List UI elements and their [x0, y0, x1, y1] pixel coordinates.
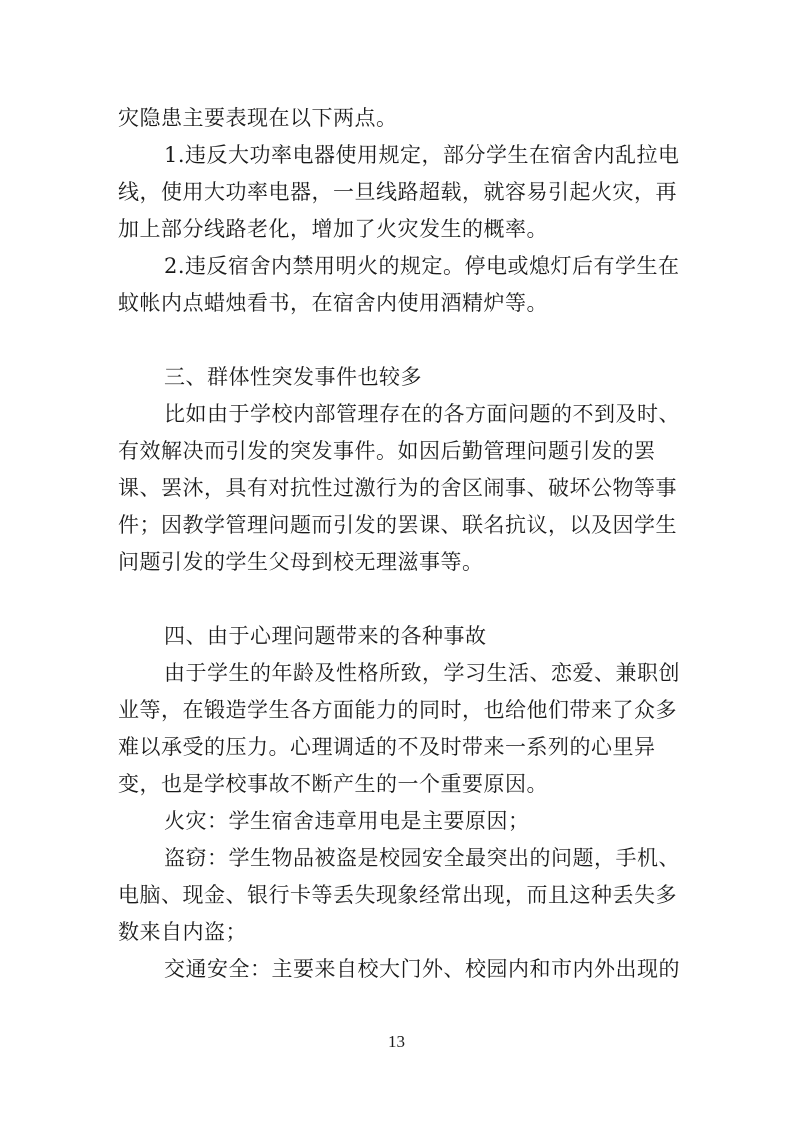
page-number: 13 — [388, 1032, 405, 1051]
paragraph-gap — [118, 322, 678, 359]
paragraph-line: 难以承受的压力。心理调适的不及时带来一系列的心里异 — [118, 735, 656, 759]
section-heading-3: 三、群体性突发事件也较多 — [164, 365, 422, 389]
list-item-2: 2.违反宿舍内禁用明火的规定。停电或熄灯后有学生在 — [164, 254, 680, 278]
fire-item: 火灾：学生宿舍违章用电是主要原因； — [164, 809, 530, 833]
paragraph-line: 比如由于学校内部管理存在的各方面问题的不到及时、 — [164, 402, 680, 426]
paragraph-line: 问题引发的学生父母到校无理滋事等。 — [118, 550, 484, 574]
paragraph-line: 课、罢沐，具有对抗性过激行为的舍区闹事、破坏公物等事 — [118, 476, 677, 500]
paragraph-gap — [118, 581, 678, 618]
paragraph-line: 有效解决而引发的突发事件。如因后勤管理问题引发的罢 — [118, 439, 656, 463]
paragraph-line: 线，使用大功率电器，一旦线路超载，就容易引起火灾，再 — [118, 180, 677, 204]
traffic-item: 交通安全：主要来自校大门外、校园内和市内外出现的 — [164, 957, 680, 981]
list-item-1: 1.违反大功率电器使用规定，部分学生在宿舍内乱拉电 — [164, 143, 680, 167]
paragraph-line: 灾隐患主要表现在以下两点。 — [118, 106, 398, 130]
paragraph-line: 变，也是学校事故不断产生的一个重要原因。 — [118, 772, 548, 796]
paragraph-line: 业等，在锻造学生各方面能力的同时，也给他们带来了众多 — [118, 698, 677, 722]
paragraph-line: 件；因教学管理问题而引发的罢课、联名抗议，以及因学生 — [118, 513, 677, 537]
paragraph-line: 数来自内盗； — [118, 920, 247, 944]
paragraph-line: 电脑、现金、银行卡等丢失现象经常出现，而且这种丢失多 — [118, 883, 677, 907]
body-text — [118, 100, 678, 988]
section-heading-4: 四、由于心理问题带来的各种事故 — [164, 624, 487, 648]
theft-item: 盗窃：学生物品被盗是校园安全最突出的问题，手机、 — [164, 846, 680, 870]
paragraph-line: 由于学生的年龄及性格所致，学习生活、恋爱、兼职创 — [164, 661, 680, 685]
paragraph-line: 加上部分线路老化，增加了火灾发生的概率。 — [118, 217, 548, 241]
paragraph-line: 蚊帐内点蜡烛看书，在宿舍内使用酒精炉等。 — [118, 291, 548, 315]
